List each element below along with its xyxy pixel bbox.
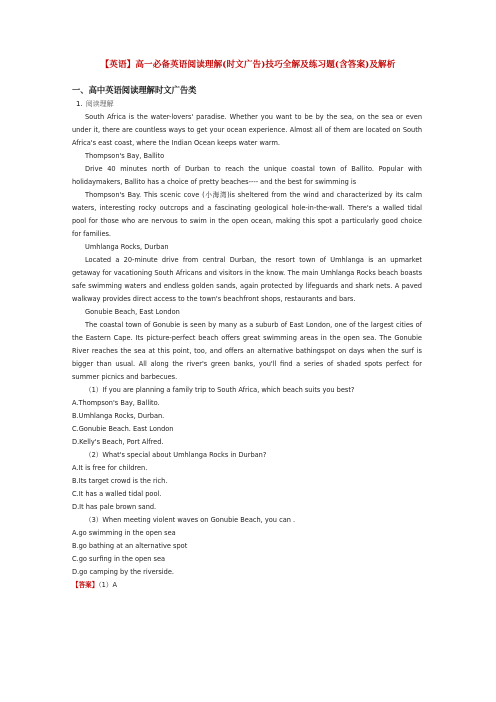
q1-option-a: A.Thompson's Bay, Ballito. <box>72 399 160 407</box>
q3-stem: （3）When meeting violent waves on Gonubie Beach, you can . <box>85 516 296 524</box>
answer-key: 【答案】 <box>72 581 99 589</box>
q2-option-a: A.It is free for children. <box>72 464 148 472</box>
place2-name: Umhlanga Rocks, Durban <box>85 243 169 251</box>
q1-stem: （1）If you are planning a family trip to South Africa, which beach suits you best? <box>85 386 355 394</box>
question-label: 阅读理解 <box>85 100 114 108</box>
q3-option-c: C.go surfing in the open sea <box>72 555 166 563</box>
q1-option-d: D.Kelly's Beach, Port Alfred. <box>72 438 164 446</box>
answer-value: （1）A <box>98 581 117 589</box>
q2-option-d: D.It has pale brown sand. <box>72 503 157 511</box>
question-number: 1. <box>76 100 83 108</box>
q3-option-b: B.go bathing at an alternative spot <box>72 542 188 550</box>
passage-body <box>72 111 422 592</box>
q2-stem: （2）What's special about Umhlanga Rocks in Durban? <box>85 451 267 459</box>
q3-option-d: D.go camping by the riverside. <box>72 568 174 576</box>
place3-desc: The coastal town of Gonubie is seen by many as a suburb of East London, one of the largest cities of the Eastern Cape. Its picture-perfect beach offers great swimming areas in the open sea. The Gonubie River reaches the sea at this point, too, and offers an alternative bathingspot on days when the surf is bigger than usual. All along the river's green banks, you'll find a series of shaded spots perfect for summer picnics and barbecues. <box>72 321 422 381</box>
question-header <box>76 99 114 109</box>
answer-line <box>72 579 422 592</box>
q1-option-c: C.Gonubie Beach. East London <box>72 425 174 433</box>
place2-desc: Located a 20-minute drive from central Durban, the resort town of Umhlanga is an upmarket getaway for vacationing South Africans and visitors in the know. The main Umhlanga Rocks beach boasts safe swimming waters and endless golden sands, again protected by lifeguards and shark nets. A paved walkway provides direct access to the town's beachfront shops, restaurants and bars. <box>72 256 422 303</box>
q1-option-b: B.Umhlanga Rocks, Durban. <box>72 412 165 420</box>
q2-option-b: B.Its target crowd is the rich. <box>72 477 168 485</box>
place3-name: Gonubie Beach, East London <box>85 308 180 316</box>
place1-desc-a: Drive 40 minutes north of Durban to reach the unique coastal town of Ballito. Popular with holidaymakers, Ballito has a choice of pretty beaches---- and the best for swimming is <box>72 165 422 186</box>
section-heading: 一、高中英语阅读理解时文广告类 <box>72 85 197 95</box>
place1-name: Thompson's Bay, Ballito <box>85 152 165 160</box>
q2-option-c: C.It has a walled tidal pool. <box>72 490 162 498</box>
passage-intro: South Africa is the water-lovers' paradise. Whether you want to be by the sea, on the sea or even under it, there are countless ways to get your ocean experience. Almost all of them are located on South Africa's east coast, where the Indian Ocean keeps water warm. <box>72 113 422 147</box>
q3-option-a: A.go swimming in the open sea <box>72 529 176 537</box>
document-title: 【英语】高一必备英语阅读理解(时文广告)技巧全解及练习题(含答案)及解析 <box>100 60 396 70</box>
place1-desc-b: Thompson's Bay. This scenic cove (小海湾)is sheltered from the wind and characterized by its calm waters, interesting rocky outcrops and a fascinating geological hole-in-the-wall. There's a walled tidal pool for those who are nervous to swim in the open ocean, making this spot a particularly good choice for families. <box>72 191 422 238</box>
